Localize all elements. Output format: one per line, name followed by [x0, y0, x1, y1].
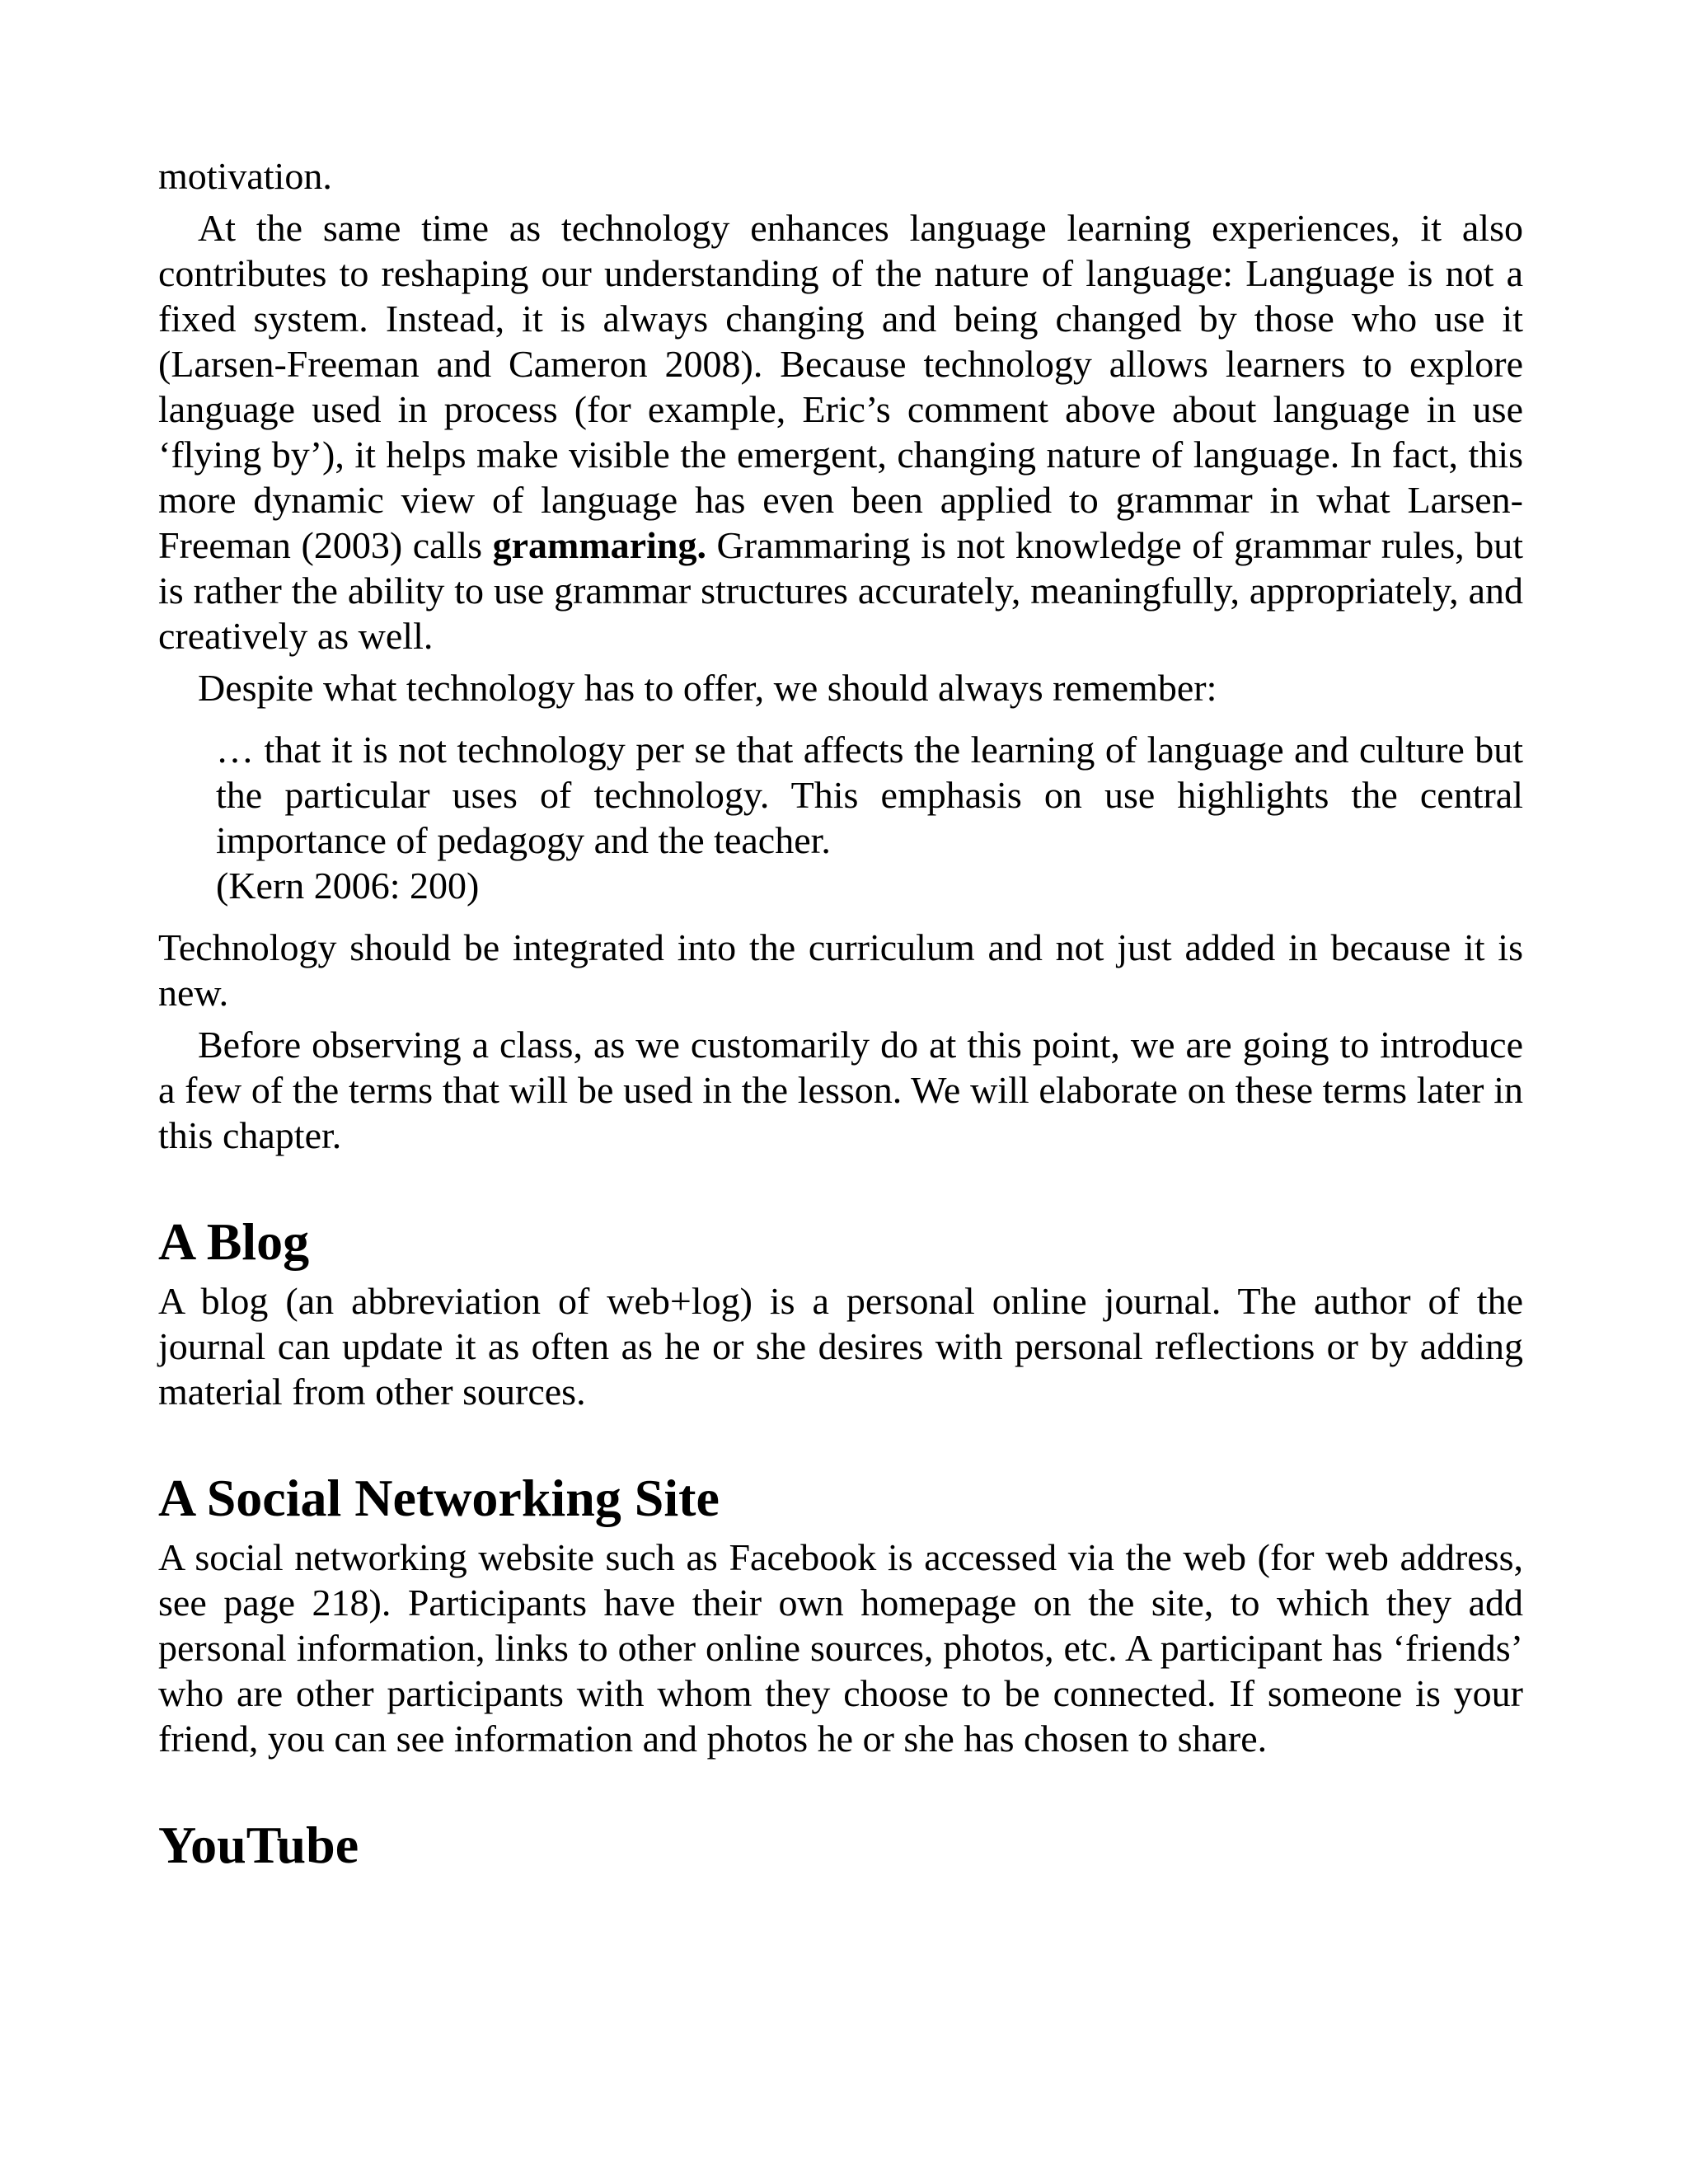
block-quote — [216, 727, 1523, 908]
paragraph-despite: Despite what technology has to offer, we should always remember: — [198, 667, 1217, 709]
key-term-grammaring: grammaring. — [492, 524, 706, 566]
heading-social-networking-site: A Social Networking Site — [158, 1469, 720, 1527]
paragraph-before-observing: Before observing a class, as we customarily do at this point, we are going to introduce a few of the terms that will be used in the lesson. We will elaborate on these terms later in this chapter. — [158, 1024, 1523, 1156]
paragraph-technology-language — [158, 205, 1523, 658]
quote-citation: (Kern 2006: 200) — [216, 865, 480, 907]
paragraph-social-networking: A social networking website such as Facebook is accessed via the web (for web address, see page 218). Participants have their own homepage on the site, to which they add personal information, links to other online sources, photos, etc. A participant has ‘friends’ who are other participants with whom they choose to be connected. If someone is your friend, you can see information and photos he or she has chosen to share. — [158, 1536, 1523, 1760]
paragraph-technology-text: At the same time as technology enhances language learning experiences, it also contributes to reshaping our understanding of the nature of language: Language is not a fixed system. Instead, it is always changing and being changed by those who use it (Larsen-Freeman and Cameron 2008). Because technology allows learners to explore language used in process (for example, Eric’s comment above about language in use ‘flying by’), it helps make visible the emergent, changing nature of language. In fact, this more dynamic view of language has even been applied to grammar in what Larsen-Freeman (2003) calls — [158, 207, 1523, 566]
paragraph-blog: A blog (an abbreviation of web+log) is a personal online journal. The author of the journal can update it as often as he or she desires with personal reflections or by adding material from other sources. — [158, 1280, 1523, 1413]
paragraph-integrated: Technology should be integrated into the curriculum and not just added in because it is new. — [158, 926, 1523, 1014]
heading-youtube: YouTube — [158, 1816, 359, 1874]
paragraph-motivation: motivation. — [158, 155, 332, 197]
heading-blog: A Blog — [158, 1212, 310, 1271]
quote-text: … that it is not technology per se that affects the learning of language and culture but the particular uses of technology. This emphasis on use highlights the central importance of pedagogy and the teacher. — [216, 729, 1523, 861]
book-page — [158, 153, 1523, 1882]
paragraph-technology-text-end: Grammaring is not knowledge of grammar rules, but is rather the ability to use grammar structures accurately, meaningfully, appropriately, and creatively as well. — [158, 524, 1524, 657]
